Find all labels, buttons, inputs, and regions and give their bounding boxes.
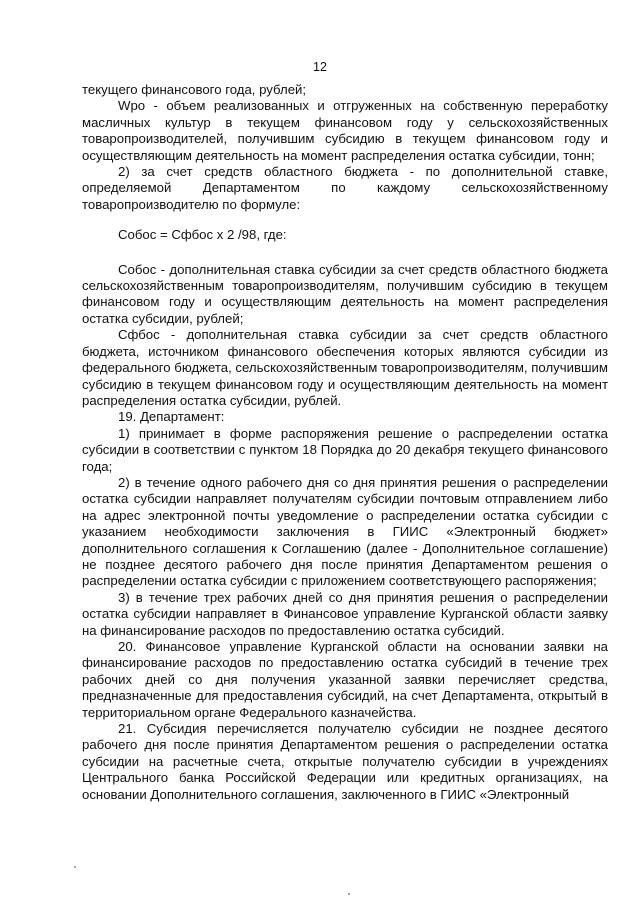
paragraph: 2) в течение одного рабочего дня со дня принятия решения о распределении остатка субсидии направляет получателям субсидии почтовым отправлением либо на адрес электронной почты уведомление о распределении остатка субсидии с указанием необходимости заключения в ГИИС «Электронный бюджет» дополнительного соглашения к Соглашению (далее - Дополнительное соглашение) не позднее десятого рабочего дня после принятия Департаментом решения о распределении остатка субсидии с приложением соответствующего распоряжения; — [82, 474, 608, 589]
document-body — [82, 82, 608, 803]
paragraph: 1) принимает в форме распоряжения решение о распределении остатка субсидии в соответствии с пунктом 18 Порядка до 20 декабря текущего финансового года; — [82, 425, 608, 474]
scan-speck — [74, 866, 76, 868]
paragraph: 2) за счет средств областного бюджета - по дополнительной ставке, определяемой Департаментом по каждому сельскохозяйственному товаропроизводителю по формуле: — [82, 164, 608, 212]
paragraph: Сфбос - дополнительная ставка субсидии за счет средств областного бюджета, источником финансового обеспечения которых являются субсидии из федерального бюджета, сельскохозяйственным товаропроизводителям, получившим субсидию в текущем финансовом году и осуществляющим деятельность на момент распределения остатка субсидии, рублей. — [82, 327, 608, 408]
page-number: 12 — [313, 60, 327, 74]
paragraph: текущего финансового года, рублей; — [82, 82, 307, 97]
paragraph: 19. Департамент: — [118, 409, 225, 425]
paragraph: Wpo - объем реализованных и отгруженных на собственную переработку масличных культур в текущем финансовом году у сельскохозяйственных товаропроизводителей, получившим субсидию в текущем финансовом году и осуществляющим деятельность на момент распределения остатка субсидии, тонн; — [82, 98, 608, 163]
paragraph: 20. Финансовое управление Курганской области на основании заявки на финансирование расходов по предоставлению остатка субсидий в течение трех рабочих дней со дня получения указанной заявки перечисляет средства, предназначенные для предоставления субсидий, на счет Департамента, открытый в территориальном органе Федерального казначейства. — [82, 639, 608, 720]
paragraph: Собос - дополнительная ставка субсидии за счет средств областного бюджета сельскохозяйственным товаропроизводителям, получившим субсидию в текущем финансовом году и осуществляющим деятельность на момент распределения остатка субсидии, рублей; — [82, 261, 608, 326]
paragraph: Собос = Сфбос x 2 /98, где: — [118, 227, 287, 243]
scan-speck — [348, 893, 350, 895]
paragraph: 21. Субсидия перечисляется получателю субсидии не позднее десятого рабочего дня после принятия Департаментом решения о распределении остатка субсидии на расчетные счета, открытые получателю субсидии в учреждениях Центрального банка Российской Федерации или кредитных организациях, на основании Дополнительного соглашения, заключенного в ГИИС «Электронный — [82, 721, 608, 802]
paragraph: 3) в течение трех рабочих дней со дня принятия решения о распределении остатка субсидии направляет в Финансовое управление Курганской области заявку на финансирование расходов по предоставлению остатка субсидий. — [82, 589, 608, 638]
